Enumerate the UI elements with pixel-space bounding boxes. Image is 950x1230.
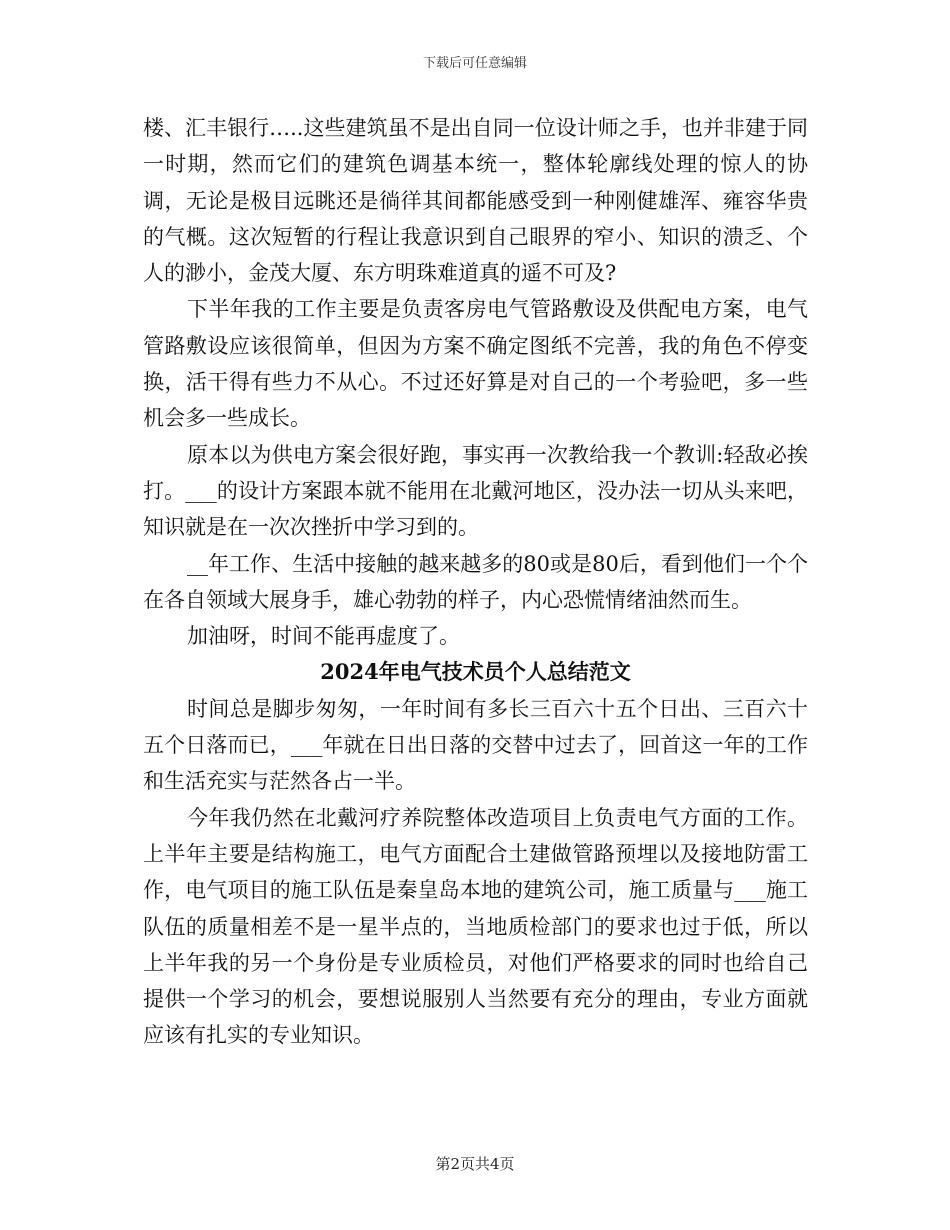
paragraph-7: 今年我仍然在北戴河疗养院整体改造项目上负责电气方面的工作。上半年主要是结构施工，电气方面配合土建做管路预埋以及接地防雷工作，电气项目的施工队伍是秦皇岛本地的建筑公司，施工质量与___施工队伍的质量相差不是一星半点的，当地质检部门的要求也过于低，所以上半年我的另一个身份是专业质检员，对他们严格要求的同时也给自己提供一个学习的机会，要想说服别人当然要有充分的理由，专业方面就应该有扎实的专业知识。 bbox=[143, 805, 808, 1048]
paragraph-6: 时间总是脚步匆匆，一年时间有多长三百六十五个日出、三百六十五个日落而已，___年就在日出日落的交替中过去了，回首这一年的工作和生活充实与茫然各占一半。 bbox=[143, 696, 808, 794]
paragraph-3: 原本以为供电方案会很好跑，事实再一次教给我一个教训:轻敌必挨打。___的设计方案跟本就不能用在北戴河地区，没办法一切从头来吧，知识就是在一次次挫折中学习到的。 bbox=[143, 442, 808, 540]
page-number: 第2页共4页 bbox=[435, 1155, 515, 1173]
paragraph-4: __年工作、生活中接触的越来越多的80或是80后，看到他们一个个在各自领域大展身手，雄心勃勃的样子，内心恐慌情绪油然而生。 bbox=[143, 551, 808, 612]
paragraph-5: 加油呀，时间不能再虚度了。 bbox=[187, 624, 460, 649]
document-body bbox=[143, 110, 808, 1054]
page-header: 下载后可任意编辑 bbox=[422, 56, 527, 71]
paragraph-1: 楼、汇丰银行…..这些建筑虽不是出自同一位设计师之手，也并非建于同一时期，然而它们的建筑色调基本统一，整体轮廓线处理的惊人的协调，无论是极目远眺还是徜徉其间都能感受到一种刚健雄浑、雍容华贵的气概。这次短暂的行程让我意识到自己眼界的窄小、知识的溃乏、个人的渺小，金茂大厦、东方明珠难道真的遥不可及? bbox=[143, 116, 808, 286]
section-title: 2024年电气技术员个人总结范文 bbox=[320, 659, 631, 685]
paragraph-2: 下半年我的工作主要是负责客房电气管路敷设及供配电方案，电气管路敷设应该很简单，但因为方案不确定图纸不完善，我的角色不停变换，活干得有些力不从心。不过还好算是对自己的一个考验吧，多一些机会多一些成长。 bbox=[143, 297, 808, 431]
